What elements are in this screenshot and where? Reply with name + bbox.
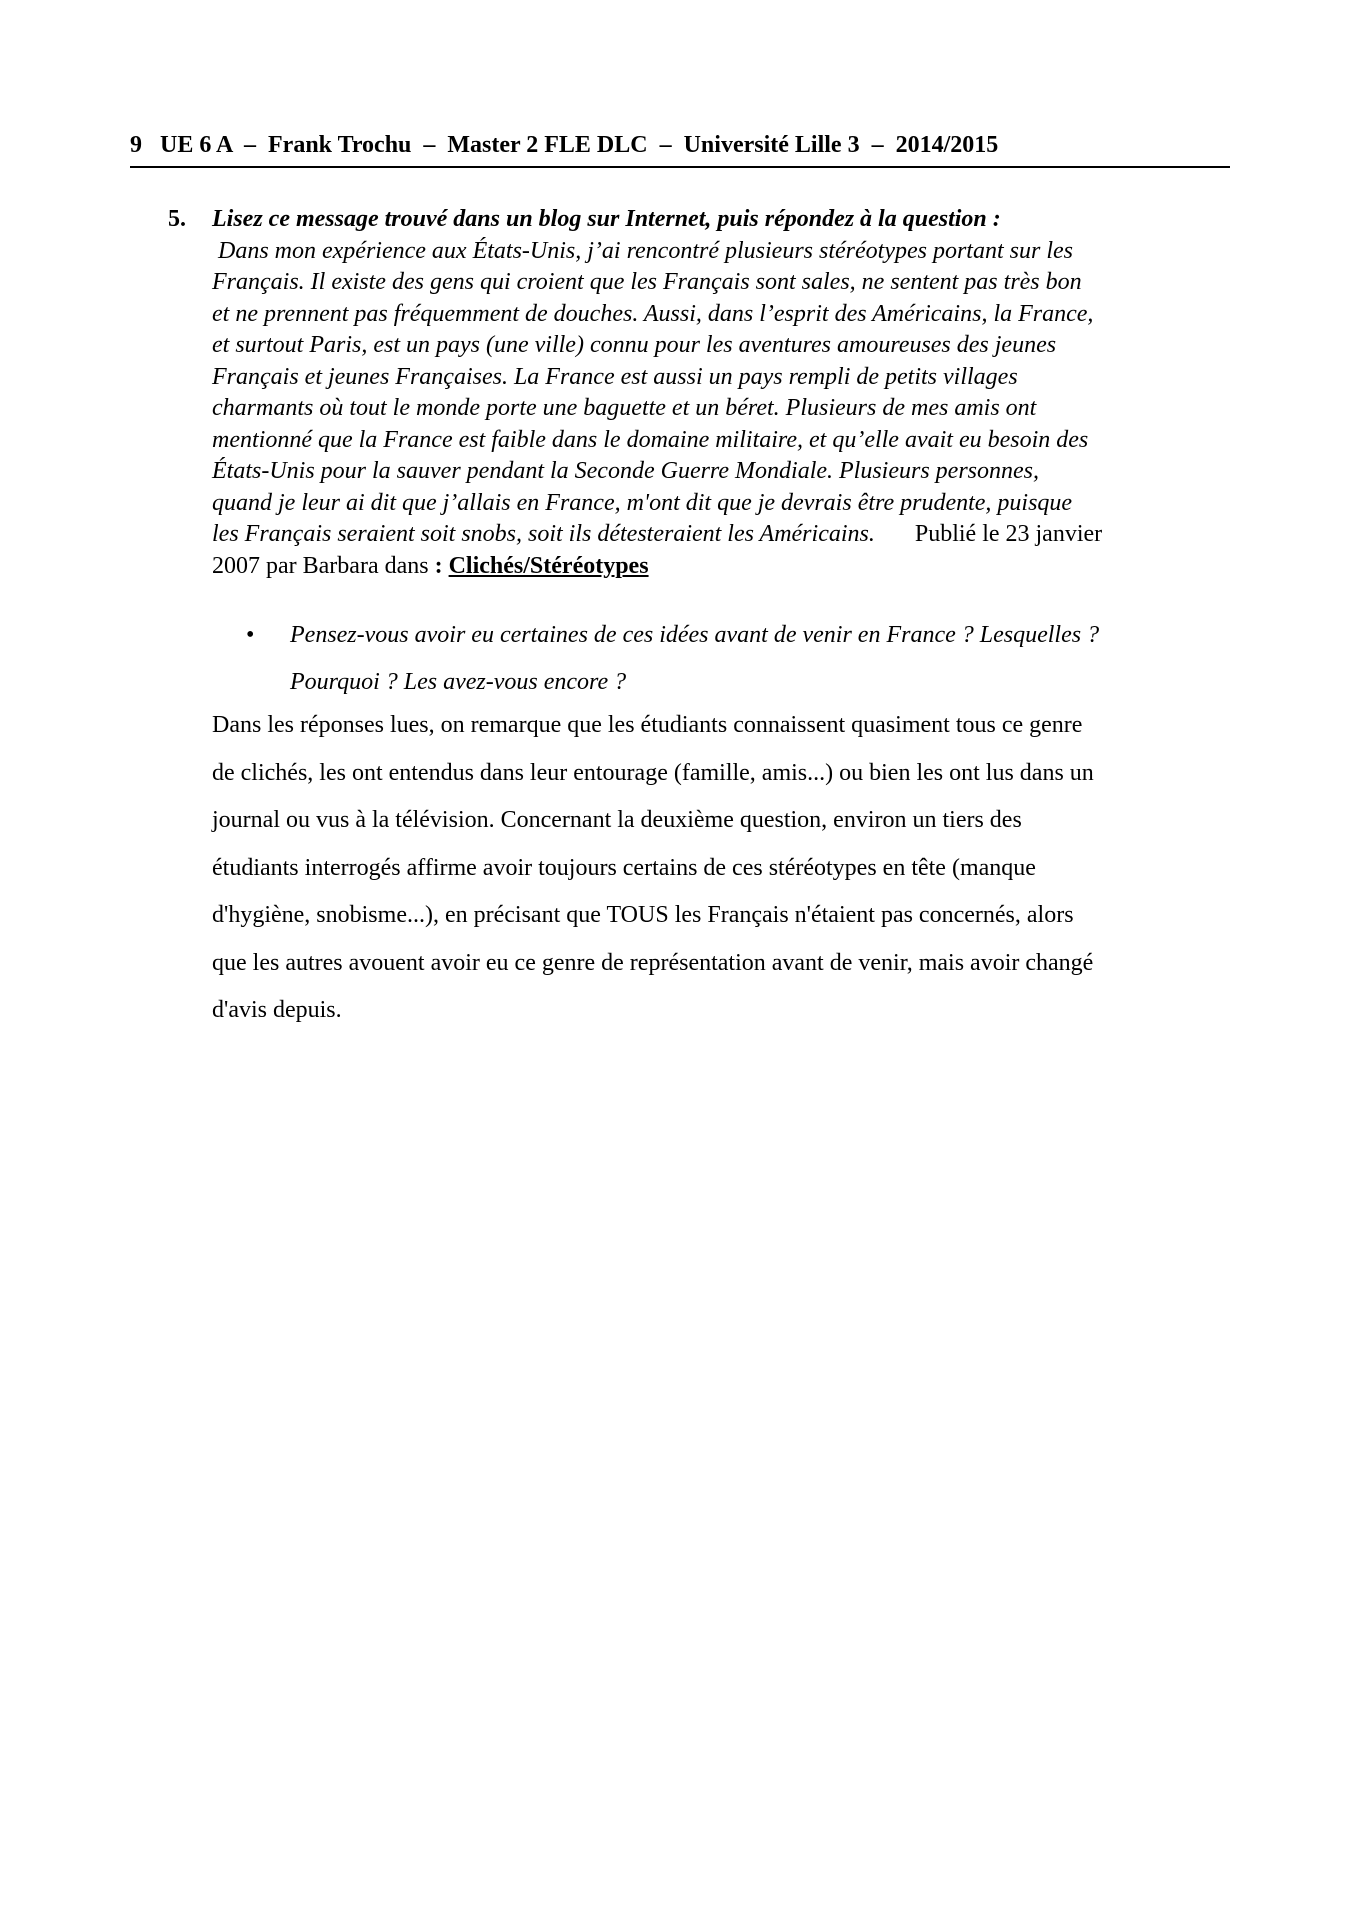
bullet-line: Pourquoi ? Les avez-vous encore ? — [290, 669, 627, 695]
bullet-text — [290, 612, 1238, 706]
question-title: Lisez ce message trouvé dans un blog sur Internet, puis répondez à la question : — [212, 206, 1001, 232]
answer-line: que les autres avouent avoir eu ce genre de représentation avant de venir, mais avoir changé — [212, 949, 1094, 976]
question-block — [168, 204, 1236, 582]
category-separator: : — [434, 552, 449, 579]
answer-line: Dans les réponses lues, on remarque que les étudiants connaissent quasiment tous ce genre — [212, 712, 1083, 738]
category-link[interactable]: Clichés/Stéréotypes — [448, 552, 649, 579]
page-header: 9 UE 6 A – Frank Trochu – Master 2 FLE DLC – Université Lille 3 – 2014/2015 — [130, 130, 1230, 168]
question-number: 5. — [168, 206, 186, 232]
publication-line — [212, 551, 1232, 583]
answer-line: d'hygiène, snobisme...), en précisant que TOUS les Français n'étaient pas concernés, alors — [212, 902, 1074, 928]
answer-line: journal ou vus à la télévision. Concernant la deuxième question, environ un tiers des — [212, 807, 1022, 833]
answer-line: étudiants interrogés affirme avoir toujours certains de ces stéréotypes en tête (manque — [212, 854, 1036, 881]
blog-line: et surtout Paris, est un pays (une ville) connu pour les aventures amoureuses des jeunes — [212, 332, 1057, 358]
blog-line: Français et jeunes Françaises. La France est aussi un pays rempli de petits villages — [212, 363, 1018, 390]
bullet-question — [248, 612, 1238, 706]
blog-line-text: les Français seraient soit snobs, soit ils détesteraient les Américains. — [212, 521, 875, 547]
answer-line: de clichés, les ont entendus dans leur entourage (famille, amis...) ou bien les ont lus dans un — [212, 759, 1094, 786]
blog-line: États-Unis pour la sauver pendant la Seconde Guerre Mondiale. Plusieurs personnes, — [212, 458, 1040, 484]
bullet-icon: • — [246, 622, 255, 648]
blog-quote — [212, 236, 1232, 583]
answer-paragraph — [212, 702, 1232, 1035]
answer-line: d'avis depuis. — [212, 997, 342, 1023]
bullet-line: Pensez-vous avoir eu certaines de ces idées avant de venir en France ? Lesquelles ? — [290, 622, 1100, 648]
blog-line: quand je leur ai dit que j’allais en France, m'ont dit que je devrais être prudente, puisque — [212, 489, 1073, 516]
publication-info: Publié le 23 janvier — [914, 521, 1103, 547]
question-heading — [168, 204, 1236, 236]
publication-author: 2007 par Barbara dans — [212, 552, 435, 579]
blog-line: et ne prennent pas fréquemment de douches. Aussi, dans l’esprit des Américains, la France, — [212, 300, 1094, 327]
blog-line: Français. Il existe des gens qui croient que les Français sont sales, ne sentent pas très bon — [212, 269, 1082, 295]
blog-line: Dans mon expérience aux États-Unis, j’ai rencontré plusieurs stéréotypes portant sur les — [218, 237, 1073, 264]
blog-line-last — [212, 519, 1232, 551]
blog-line: mentionné que la France est faible dans le domaine militaire, et qu’elle avait eu besoin des — [212, 426, 1089, 453]
blog-line: charmants où tout le monde porte une baguette et un béret. Plusieurs de mes amis ont — [212, 395, 1037, 421]
